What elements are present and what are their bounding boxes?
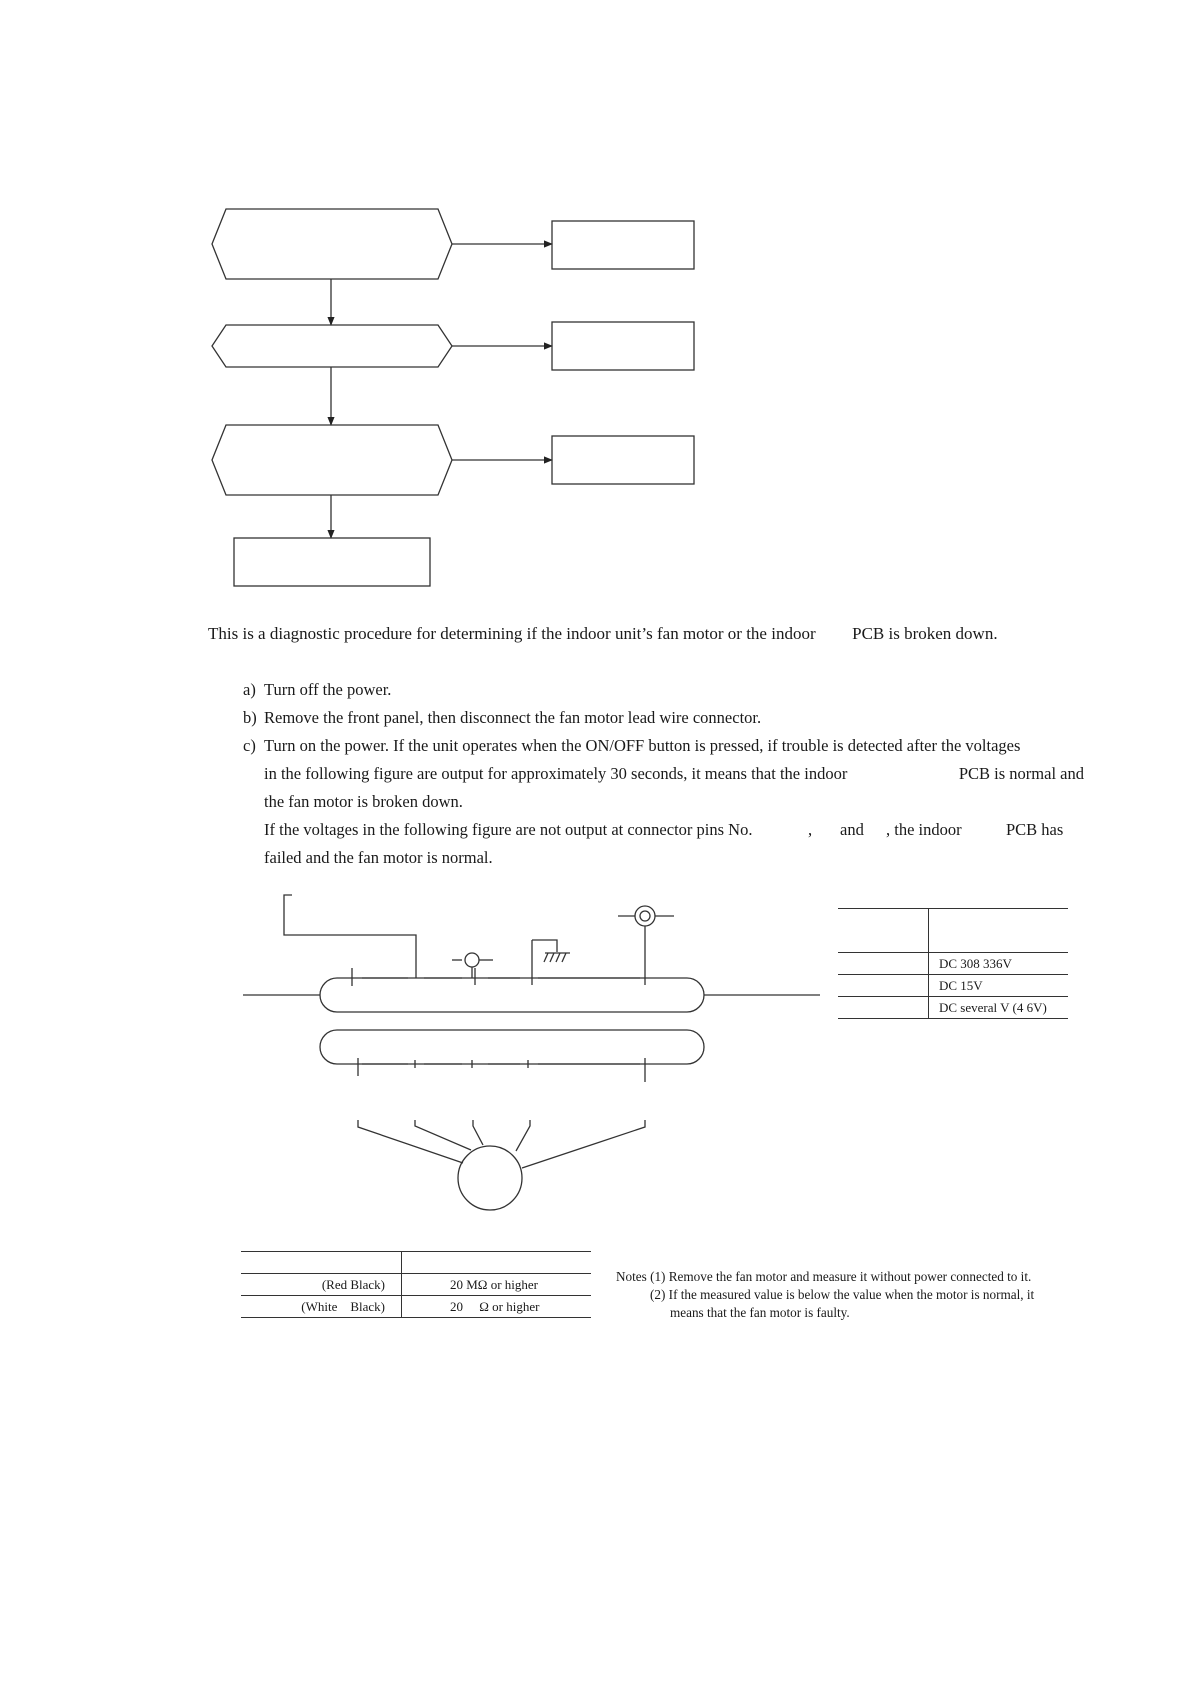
voltage-table-row — [838, 975, 1068, 997]
intro-text — [208, 624, 998, 644]
flow-decision-1 — [212, 209, 452, 279]
note-2-continued: means that the fan motor is faulty. — [670, 1305, 850, 1320]
step-c-line4-and: and — [840, 820, 864, 839]
flow-end-box — [234, 538, 430, 586]
resistance-table-row — [241, 1296, 591, 1318]
voltage-table-row — [838, 953, 1068, 975]
wiring-diagram — [243, 895, 820, 1210]
note-2: (2) If the measured value is below the value when the motor is normal, it — [650, 1287, 1035, 1302]
flow-result-box-2 — [552, 322, 694, 370]
step-c-line2-part2: PCB is normal and — [958, 764, 1084, 783]
flow-result-box-3 — [552, 436, 694, 484]
notes — [616, 1268, 1035, 1322]
flow-decision-3 — [212, 425, 452, 495]
pcb-connector — [320, 978, 704, 1012]
step-c-line4-part3: PCB has — [1006, 820, 1064, 839]
step-c-line2 — [264, 764, 1084, 784]
voltage-value: DC several V (4 6V) — [929, 997, 1069, 1019]
resistance-wires: (White Black) — [241, 1296, 402, 1318]
step-a-label: a) — [243, 680, 256, 699]
intro-part1: This is a diagnostic procedure for determining if the indoor unit’s fan motor or the indoor — [208, 624, 816, 643]
resistance-table-header — [241, 1252, 591, 1274]
step-c-line4-comma: , — [808, 820, 813, 839]
step-c-line5: failed and the fan motor is normal. — [264, 848, 493, 867]
voltage-table — [838, 908, 1068, 1019]
step-c-line4-part1: If the voltages in the following figure are not output at connector pins No. — [264, 820, 753, 839]
motor-connector — [320, 1030, 704, 1064]
voltage-value: DC 308 336V — [929, 953, 1069, 975]
resistance-wires: (Red Black) — [241, 1274, 402, 1296]
flow-decision-2 — [212, 325, 452, 367]
resistance-table — [241, 1251, 591, 1318]
note-1: Notes (1) Remove the fan motor and measure it without power connected to it. — [616, 1269, 1032, 1284]
voltage-value: DC 15V — [929, 975, 1069, 997]
step-b-text: Remove the front panel, then disconnect the fan motor lead wire connector. — [264, 708, 762, 727]
step-c-line1: Turn on the power. If the unit operates when the ON/OFF button is pressed, if trouble is detected after the voltages — [264, 736, 1021, 755]
step-c-line4 — [264, 820, 752, 840]
voltage-table-header — [838, 909, 1068, 953]
fan-motor-symbol — [458, 1146, 522, 1210]
step-c-line2-part1: in the following figure are output for approximately 30 seconds, it means that the indoor — [264, 764, 848, 783]
intro-part2: PCB is broken down. — [852, 624, 998, 643]
resistance-value: 20 Ω or higher — [402, 1296, 592, 1318]
step-b-label: b) — [243, 708, 257, 727]
step-c-line3: the fan motor is broken down. — [264, 792, 463, 811]
step-c-line4-part2: , the indoor — [886, 820, 962, 839]
step-c-label: c) — [243, 736, 256, 755]
flow-result-box-1 — [552, 221, 694, 269]
resistance-table-row — [241, 1274, 591, 1296]
resistance-value: 20 MΩ or higher — [402, 1274, 592, 1296]
voltage-table-row — [838, 997, 1068, 1019]
step-a-text: Turn off the power. — [264, 680, 392, 699]
